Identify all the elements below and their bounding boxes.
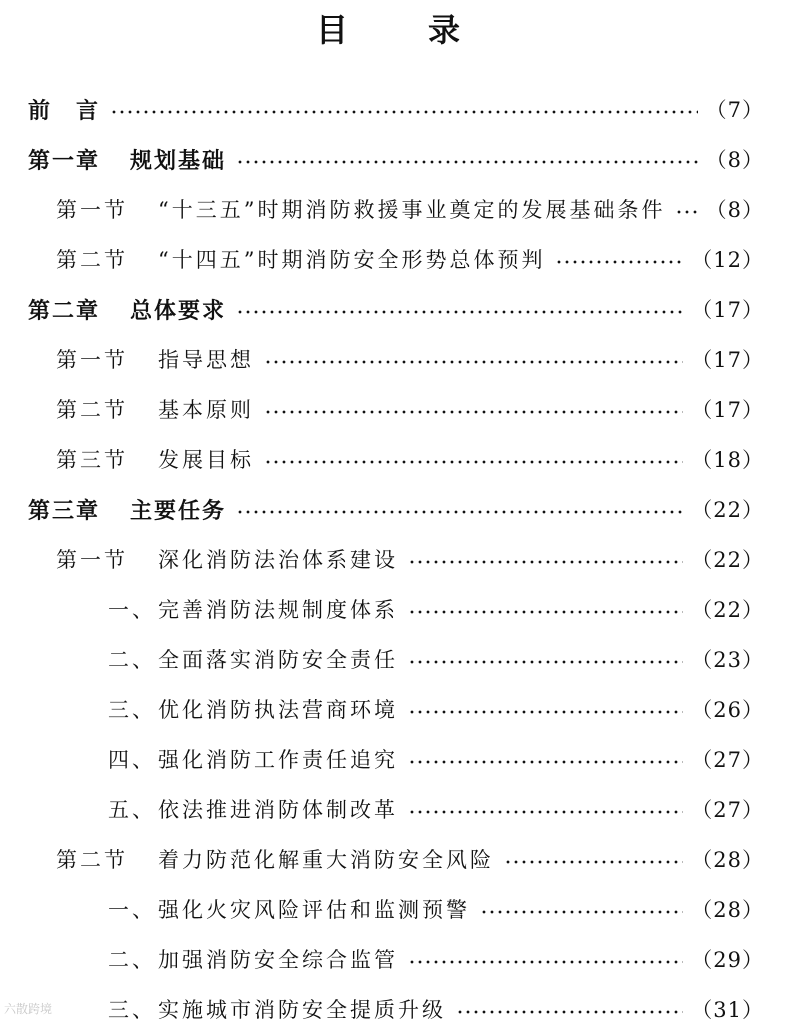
toc-entry-number: 第二章 <box>28 298 101 324</box>
toc-section-entry[interactable] <box>56 834 764 884</box>
toc-page-number: （8） <box>705 198 764 222</box>
toc-entry-title: “十三五”时期消防救援事业奠定的发展基础条件 <box>158 198 666 222</box>
toc-subsection-entry[interactable] <box>108 684 764 734</box>
toc-entry-number: 第一节 <box>56 198 128 222</box>
toc-dot-leader <box>408 560 683 564</box>
toc-entry-number: 第二节 <box>56 248 128 272</box>
toc-entry-label <box>56 394 254 424</box>
toc-page-number: （22） <box>691 598 764 622</box>
toc-dot-leader <box>408 960 683 964</box>
toc-dot-leader <box>408 810 683 814</box>
toc-entry-number: 四、 <box>108 748 156 772</box>
toc-entry-label <box>108 994 446 1024</box>
toc-entry-label <box>56 244 545 274</box>
toc-chapter-entry[interactable] <box>28 284 764 334</box>
toc-entry-title: 主要任务 <box>130 498 227 524</box>
toc-page-number: （18） <box>691 448 764 472</box>
toc-entry-label <box>56 844 494 874</box>
toc-entry-label <box>56 194 665 224</box>
toc-entry-title: 规划基础 <box>130 148 227 174</box>
toc-page-number: （17） <box>691 298 764 322</box>
toc-entry-label <box>28 94 100 125</box>
toc-page-number: （17） <box>691 398 764 422</box>
toc-entry-title: 强化火灾风险评估和监测预警 <box>158 898 470 922</box>
toc-page-number: （22） <box>691 498 764 522</box>
toc-entry-label <box>56 544 398 574</box>
toc-subsection-entry[interactable] <box>108 734 764 784</box>
toc-entry-label <box>108 894 470 924</box>
toc-entry-number: 第二节 <box>56 848 128 872</box>
toc-section-entry[interactable] <box>56 184 764 234</box>
toc-entry-label <box>108 744 398 774</box>
toc-dot-leader <box>264 410 683 414</box>
toc-subsection-entry[interactable] <box>108 784 764 834</box>
toc-dot-leader <box>408 760 683 764</box>
toc-dot-leader <box>236 510 683 514</box>
toc-entry-number: 五、 <box>108 798 156 822</box>
toc-entry-number: 第三章 <box>28 498 101 524</box>
toc-entry-label <box>108 644 398 674</box>
toc-entry-label <box>56 444 254 474</box>
toc-dot-leader <box>236 310 683 314</box>
toc-section-entry[interactable] <box>56 384 764 434</box>
toc-entry-title: 深化消防法治体系建设 <box>158 548 398 572</box>
watermark-logo: 六散跨境 <box>4 1002 53 1016</box>
toc-entry-title: 加强消防安全综合监管 <box>158 948 398 972</box>
toc-dot-leader <box>408 710 683 714</box>
toc-entry-title: 完善消防法规制度体系 <box>158 598 398 622</box>
toc-subsection-entry[interactable] <box>108 884 764 934</box>
toc-entry-label <box>108 594 398 624</box>
toc-section-entry[interactable] <box>56 334 764 384</box>
toc-entry-label <box>28 144 226 175</box>
toc-subsection-entry[interactable] <box>108 634 764 684</box>
toc-entry-number: 二、 <box>108 948 156 972</box>
toc-entry-label <box>108 944 398 974</box>
toc-entry-title: 依法推进消防体制改革 <box>158 798 398 822</box>
toc-page-number: （29） <box>691 948 764 972</box>
toc-subsection-entry[interactable] <box>108 934 764 984</box>
toc-entry-label <box>108 794 398 824</box>
toc-entry-title: 指导思想 <box>158 348 254 372</box>
toc-page-number: （12） <box>691 248 764 272</box>
toc-page-number: （27） <box>691 748 764 772</box>
toc-page-number: （27） <box>691 798 764 822</box>
toc-entry-title: 优化消防执法营商环境 <box>158 698 398 722</box>
toc-page-number: （7） <box>705 98 764 122</box>
toc-entry-title: “十四五”时期消防安全形势总体预判 <box>158 248 546 272</box>
toc-chapter-entry[interactable] <box>28 484 764 534</box>
toc-entry-number: 第一节 <box>56 548 128 572</box>
toc-entry-label <box>108 694 398 724</box>
toc-page-number: （28） <box>691 898 764 922</box>
toc-dot-leader <box>408 660 683 664</box>
toc-entry-title: 强化消防工作责任追究 <box>158 748 398 772</box>
toc-dot-leader <box>408 610 683 614</box>
toc-page-number: （22） <box>691 548 764 572</box>
toc-page-number: （8） <box>705 148 764 172</box>
toc-dot-leader <box>456 1010 683 1014</box>
toc-entry-number: 三、 <box>108 998 156 1022</box>
toc-entry-number: 第二节 <box>56 398 128 422</box>
toc-page-number: （23） <box>691 648 764 672</box>
toc-entry-number: 前 言 <box>28 98 101 124</box>
toc-section-entry[interactable] <box>56 234 764 284</box>
toc-section-entry[interactable] <box>56 534 764 584</box>
toc-entry-title: 实施城市消防安全提质升级 <box>158 998 446 1022</box>
toc-entry-label <box>28 494 226 525</box>
toc-entry-number: 第一章 <box>28 148 101 174</box>
toc-entry-title: 着力防范化解重大消防安全风险 <box>158 848 494 872</box>
toc-entry-label <box>28 294 226 325</box>
toc-dot-leader <box>264 460 683 464</box>
page-title: 目 录 <box>315 11 484 49</box>
toc-entry-title: 全面落实消防安全责任 <box>158 648 398 672</box>
toc-entry-number: 三、 <box>108 698 156 722</box>
toc-dot-leader <box>504 860 683 864</box>
toc-subsection-entry[interactable] <box>108 584 764 634</box>
toc-chapter-entry[interactable] <box>28 84 764 134</box>
toc-entry-label <box>56 344 254 374</box>
toc-entry-number: 一、 <box>108 598 156 622</box>
toc-dot-leader <box>675 210 697 214</box>
toc-entry-title: 基本原则 <box>158 398 254 422</box>
toc-entry-number: 二、 <box>108 648 156 672</box>
toc-page-number: （28） <box>691 848 764 872</box>
toc-section-entry[interactable] <box>56 434 764 484</box>
toc-dot-leader <box>264 360 683 364</box>
toc-dot-leader <box>480 910 683 914</box>
toc-page-number: （26） <box>691 698 764 722</box>
toc-dot-leader <box>110 110 698 114</box>
toc-entry-title: 发展目标 <box>158 448 254 472</box>
toc-entry-number: 一、 <box>108 898 156 922</box>
toc-page-number: （17） <box>691 348 764 372</box>
toc-dot-leader <box>555 260 683 264</box>
toc-entry-title: 总体要求 <box>130 298 227 324</box>
toc-page-number: （31） <box>691 998 764 1022</box>
toc-entry-number: 第一节 <box>56 348 128 372</box>
toc-chapter-entry[interactable] <box>28 134 764 184</box>
toc-entry-number: 第三节 <box>56 448 128 472</box>
toc-dot-leader <box>236 160 698 164</box>
